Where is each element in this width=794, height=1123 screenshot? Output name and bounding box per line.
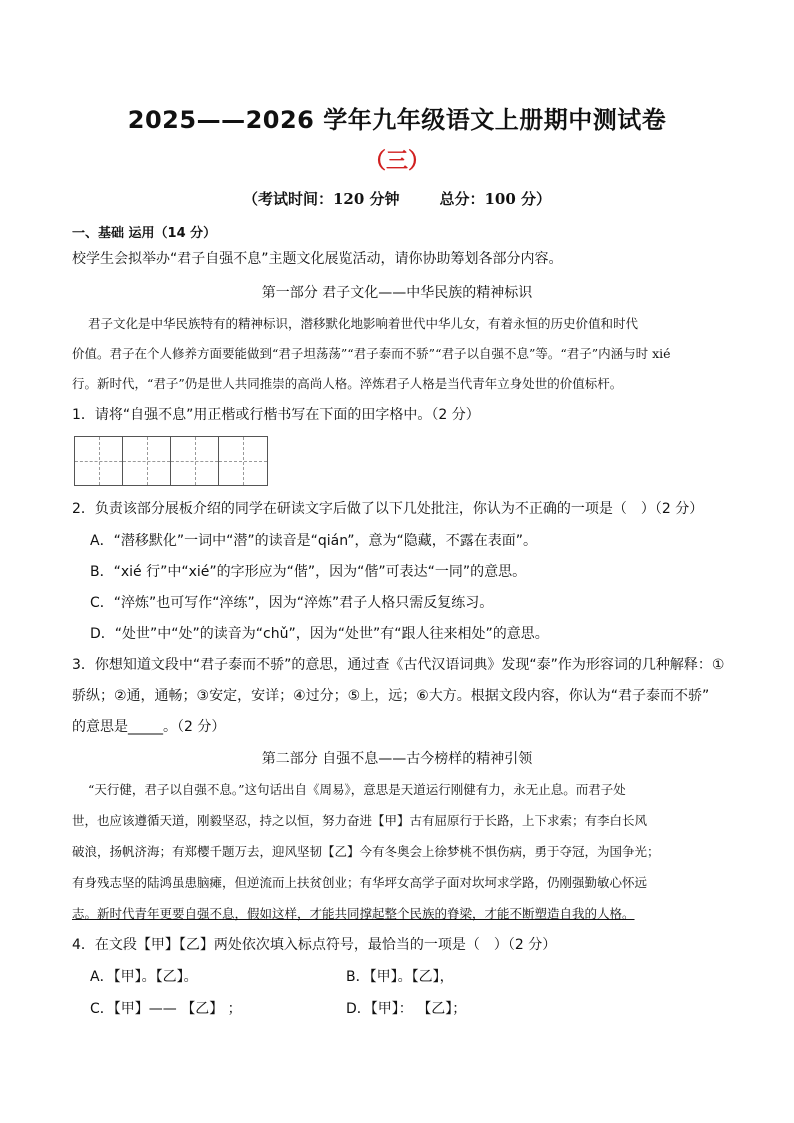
question-3-line: 骄纵；②通，通畅；③安定，安详；④过分；⑤上，远；⑥大方。根据文段内容，你认为“君子泰而不骄” (72, 688, 710, 704)
question-2: 2．负责该部分展板介绍的同学在研读文字后做了以下几处批注，你认为不正确的一项是（ ）（2 分） (72, 501, 704, 517)
part2-passage-line: “天行健，君子以自强不息。”这句话出自《周易》，意思是天道运行刚健有力，永无止息。而君子处 (88, 782, 626, 797)
exam-info (0, 188, 794, 209)
grid-cell[interactable] (219, 437, 267, 485)
question-3-line: 的意思是_____。（2 分） (72, 719, 226, 735)
question-1: 1．请将“自强不息”用正楷或行楷书写在下面的田字格中。（2 分） (72, 407, 480, 423)
exam-time: （考试时间：120 分钟 (242, 190, 400, 208)
exam-title: 2025——2026 学年九年级语文上册期中测试卷 (127, 106, 667, 134)
question-3-line: 3．你想知道文段中“君子泰而不骄”的意思，通过查《古代汉语词典》发现“泰”作为形容词的几种解释：① (72, 657, 725, 673)
part2-passage-line: 世，也应该遵循天道，刚毅坚忍，持之以恒，努力奋进【甲】古有屈原行于长路，上下求索；有李白长风 (72, 813, 648, 828)
part1-passage-line: 君子文化是中华民族特有的精神标识，潜移默化地影响着世代中华儿女，有着永恒的历史价值和时代 (88, 316, 639, 331)
total-score: 总分：100 分） (439, 190, 552, 208)
q4-option-d[interactable]: D．【甲】： 【乙】； (346, 1001, 467, 1017)
q2-option-a[interactable]: A．“潜移默化”一词中“潜”的读音是“qián”，意为“隐藏，不露在表面”。 (90, 533, 538, 549)
grid-cell[interactable] (75, 437, 123, 485)
exam-subtitle: （三） (363, 149, 430, 174)
q2-option-d[interactable]: D．“处世”中“处”的读音为“chǔ”，因为“处世”有“跟人往来相处”的意思。 (90, 626, 549, 642)
part1-passage-line: 价值。君子在个人修养方面要能做到“君子坦荡荡”“君子泰而不骄”“君子以自强不息”等。“君子”内涵与时 xié (72, 346, 671, 361)
grid-cell[interactable] (171, 437, 219, 485)
part1-heading: 第一部分 君子文化——中华民族的精神标识 (261, 285, 533, 301)
part2-passage-line: 破浪，扬帆济海；有郑樱千题万去，迎风坚韧【乙】今有冬奥会上徐梦桃不惧伤病，勇于夺冠，为国争光； (72, 844, 660, 859)
part2-passage-underlined: 志。新时代青年更要自强不息，假如这样，才能共同撑起整个民族的脊梁，才能不断塑造自我的人格。 (72, 906, 635, 921)
question-4: 4．在文段【甲】【乙】两处依次填入标点符号，最恰当的一项是（ ）（2 分） (72, 937, 557, 953)
writing-grid[interactable] (74, 436, 268, 486)
part2-heading: 第二部分 自强不息——古今榜样的精神引领 (261, 751, 533, 767)
part1-passage-line: 行。新时代，“君子”仍是世人共同推崇的高尚人格。淬炼君子人格是当代青年立身处世的价值标杆。 (72, 376, 623, 391)
grid-cell[interactable] (123, 437, 171, 485)
part2-passage-line: 有身残志坚的陆鸿虽患脑瘫，但逆流而上扶贫创业；有华坪女高学子面对坎坷求学路，仍刚强勤敏心怀远 (72, 875, 648, 890)
q2-option-b[interactable]: B．“xié 行”中“xié”的字形应为“偕”，因为“偕”可表达“一同”的意思。 (90, 564, 527, 580)
section-heading: 一、基础 运用（14 分） (72, 226, 217, 241)
section-intro: 校学生会拟举办“君子自强不息”主题文化展览活动，请你协助筹划各部分内容。 (72, 251, 563, 267)
q4-option-c[interactable]: C．【甲】—— 【乙】 ； (90, 1001, 242, 1017)
q2-option-c[interactable]: C．“淬炼”也可写作“淬练”，因为“淬炼”君子人格只需反复练习。 (90, 595, 494, 611)
q4-option-b[interactable]: B．【甲】。【乙】， (346, 969, 454, 985)
q4-option-a[interactable]: A．【甲】。【乙】。 (90, 969, 198, 985)
